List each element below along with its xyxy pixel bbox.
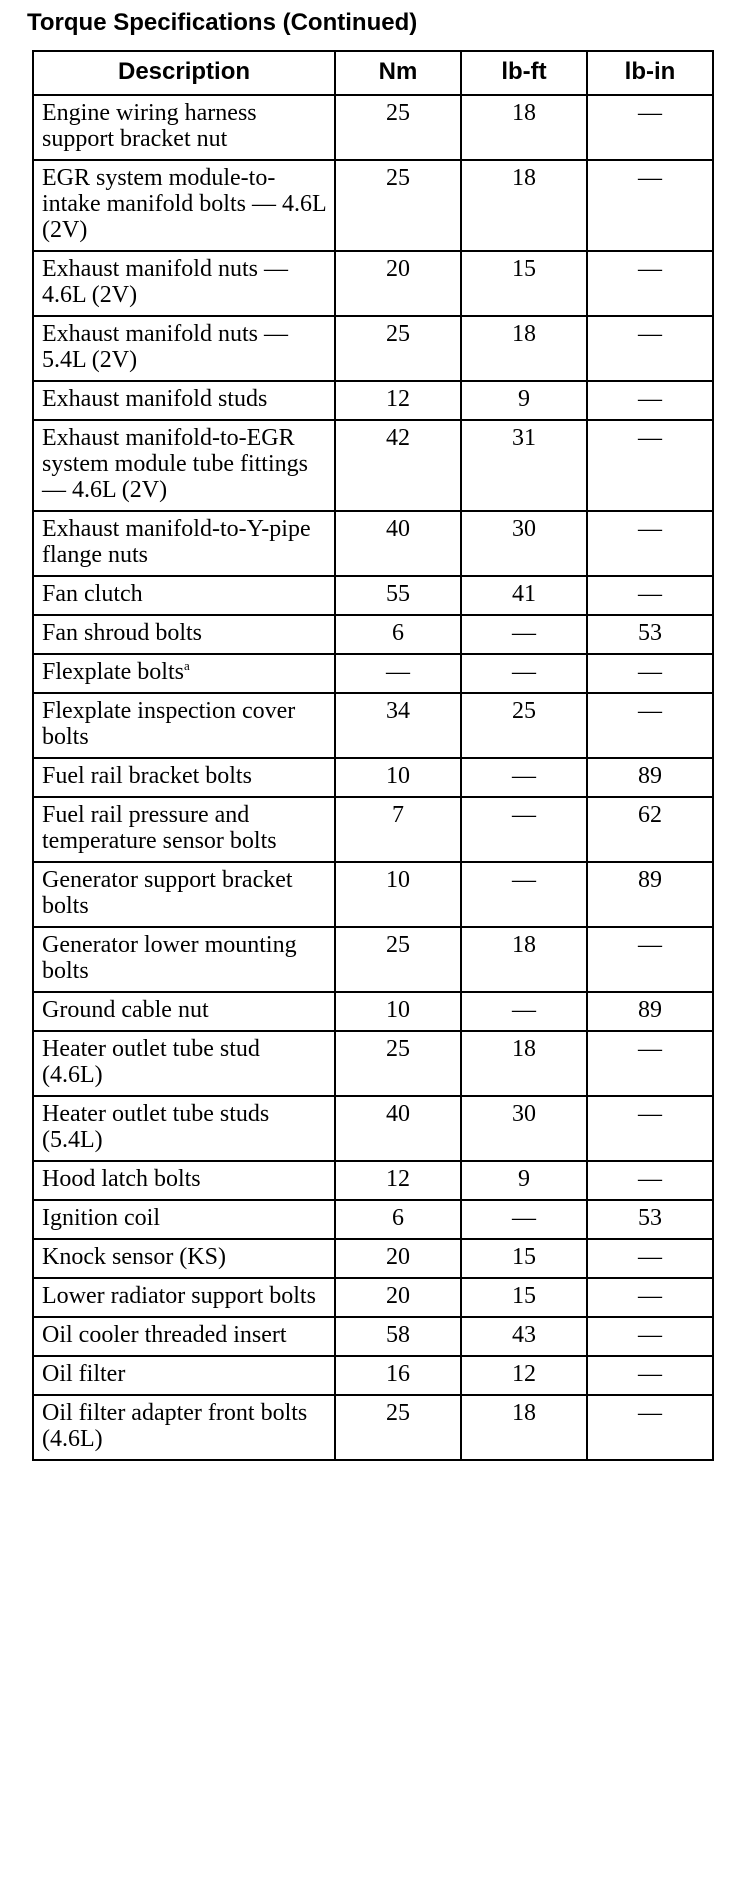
description-text: Oil filter adapter front bolts (4.6L) [42,1400,308,1452]
cell-nm: 10 [335,992,461,1031]
cell-nm: 25 [335,160,461,251]
cell-lb-in: 62 [587,797,713,862]
description-text: Oil filter [42,1361,126,1387]
cell-nm: 20 [335,1239,461,1278]
cell-lb-in: — [587,576,713,615]
cell-lb-in: 53 [587,615,713,654]
cell-nm: 25 [335,95,461,160]
table-row [33,381,713,420]
cell-lb-ft: 15 [461,1239,587,1278]
cell-nm: 40 [335,511,461,576]
description-text: Engine wiring harness support bracket nut [42,100,257,152]
cell-description [33,654,335,693]
cell-lb-in: — [587,420,713,511]
cell-description [33,1395,335,1460]
description-text: Exhaust manifold nuts — 5.4L (2V) [42,321,288,373]
cell-lb-in: — [587,654,713,693]
cell-lb-ft: — [461,615,587,654]
description-text: EGR system module-to-intake manifold bolts — 4.6L (2V) [42,165,326,243]
cell-lb-ft: — [461,758,587,797]
footnote-marker: a [183,658,190,673]
cell-lb-in: — [587,251,713,316]
cell-nm: 10 [335,862,461,927]
table-row [33,160,713,251]
cell-nm: 58 [335,1317,461,1356]
cell-lb-in: — [587,316,713,381]
description-text: Lower radiator support bolts [42,1283,316,1309]
cell-lb-ft: 18 [461,1031,587,1096]
description-text: Fuel rail bracket bolts [42,763,252,789]
description-text: Heater outlet tube stud (4.6L) [42,1036,260,1088]
table-row [33,1161,713,1200]
table-row [33,1239,713,1278]
description-text: Exhaust manifold-to-EGR system module tube fittings — 4.6L (2V) [42,425,308,503]
cell-lb-in: — [587,511,713,576]
cell-lb-in: — [587,1096,713,1161]
cell-description [33,251,335,316]
cell-lb-in: — [587,693,713,758]
cell-lb-in: — [587,1161,713,1200]
cell-description [33,1161,335,1200]
cell-lb-ft: 41 [461,576,587,615]
table-row [33,1200,713,1239]
cell-lb-in: 89 [587,992,713,1031]
description-text: Heater outlet tube studs (5.4L) [42,1101,270,1153]
cell-lb-in: — [587,1395,713,1460]
cell-nm: 6 [335,615,461,654]
cell-nm: 20 [335,1278,461,1317]
table-row [33,797,713,862]
cell-nm: 12 [335,1161,461,1200]
description-text: Hood latch bolts [42,1166,201,1192]
cell-description [33,1096,335,1161]
table-row [33,693,713,758]
cell-lb-ft: 43 [461,1317,587,1356]
cell-lb-ft: 9 [461,1161,587,1200]
header-description: Description [33,51,335,95]
description-text: Exhaust manifold studs [42,386,268,412]
cell-lb-ft: 30 [461,1096,587,1161]
table-row [33,316,713,381]
cell-nm: 16 [335,1356,461,1395]
cell-nm: 20 [335,251,461,316]
cell-lb-in: 53 [587,1200,713,1239]
cell-description [33,95,335,160]
table-row [33,1031,713,1096]
cell-description [33,992,335,1031]
table-row [33,576,713,615]
cell-lb-ft: — [461,1200,587,1239]
cell-lb-in: — [587,1317,713,1356]
table-row [33,1395,713,1460]
cell-description [33,1317,335,1356]
cell-lb-ft: 30 [461,511,587,576]
description-text: Fuel rail pressure and temperature sensor bolts [42,802,277,854]
cell-nm: 55 [335,576,461,615]
table-row [33,654,713,693]
cell-description [33,1200,335,1239]
description-text: Fan clutch [42,581,143,607]
cell-description [33,693,335,758]
description-text: Exhaust manifold nuts — 4.6L (2V) [42,256,288,308]
cell-lb-in: — [587,381,713,420]
cell-description [33,420,335,511]
header-lb-in: lb-in [587,51,713,95]
cell-lb-ft: 15 [461,251,587,316]
table-header-row [33,51,713,95]
table-row [33,420,713,511]
description-text: Knock sensor (KS) [42,1244,226,1270]
cell-lb-ft: 31 [461,420,587,511]
cell-lb-ft: — [461,992,587,1031]
table-row [33,927,713,992]
cell-description [33,576,335,615]
cell-lb-in: — [587,927,713,992]
cell-nm: 25 [335,927,461,992]
cell-lb-in: — [587,1031,713,1096]
cell-nm: 6 [335,1200,461,1239]
description-text: Oil cooler threaded insert [42,1322,287,1348]
cell-nm: 12 [335,381,461,420]
cell-lb-ft: — [461,797,587,862]
cell-nm: 40 [335,1096,461,1161]
cell-nm: — [335,654,461,693]
cell-description [33,1356,335,1395]
cell-lb-ft: 9 [461,381,587,420]
cell-lb-in: — [587,95,713,160]
cell-nm: 34 [335,693,461,758]
cell-lb-in: — [587,1239,713,1278]
cell-lb-ft: 12 [461,1356,587,1395]
cell-lb-ft: 18 [461,160,587,251]
description-text: Ground cable nut [42,997,209,1023]
description-text: Generator support bracket bolts [42,867,293,919]
cell-description [33,316,335,381]
header-lb-ft: lb-ft [461,51,587,95]
table-row [33,862,713,927]
table-row [33,1278,713,1317]
table-row [33,511,713,576]
cell-lb-ft: 15 [461,1278,587,1317]
description-text: Flexplate bolts [42,659,184,685]
cell-nm: 25 [335,316,461,381]
cell-lb-ft: — [461,862,587,927]
cell-description [33,511,335,576]
description-text: Fan shroud bolts [42,620,203,646]
table-row [33,1096,713,1161]
cell-lb-ft: 18 [461,95,587,160]
cell-description [33,927,335,992]
table-row [33,95,713,160]
cell-nm: 25 [335,1395,461,1460]
cell-lb-in: — [587,160,713,251]
cell-description [33,1278,335,1317]
table-row [33,251,713,316]
cell-lb-in: — [587,1278,713,1317]
cell-nm: 7 [335,797,461,862]
cell-nm: 25 [335,1031,461,1096]
cell-description [33,862,335,927]
cell-lb-ft: 18 [461,927,587,992]
table-row [33,615,713,654]
cell-lb-in: 89 [587,758,713,797]
description-text: Ignition coil [42,1205,160,1231]
description-text: Flexplate inspection cover bolts [42,698,296,750]
cell-description [33,1239,335,1278]
cell-description [33,1031,335,1096]
cell-description [33,615,335,654]
cell-description [33,758,335,797]
cell-lb-in: 89 [587,862,713,927]
table-row [33,758,713,797]
torque-spec-table [32,50,714,1461]
cell-lb-ft: 18 [461,1395,587,1460]
cell-description [33,797,335,862]
description-text: Exhaust manifold-to-Y-pipe flange nuts [42,516,311,568]
page-title: Torque Specifications (Continued) [27,9,418,36]
table-row [33,1317,713,1356]
cell-lb-ft: 18 [461,316,587,381]
description-text: Generator lower mounting bolts [42,932,297,984]
cell-description [33,160,335,251]
cell-lb-in: — [587,1356,713,1395]
table-row [33,1356,713,1395]
cell-nm: 10 [335,758,461,797]
cell-lb-ft: — [461,654,587,693]
cell-description [33,381,335,420]
cell-nm: 42 [335,420,461,511]
header-nm: Nm [335,51,461,95]
cell-lb-ft: 25 [461,693,587,758]
table-row [33,992,713,1031]
